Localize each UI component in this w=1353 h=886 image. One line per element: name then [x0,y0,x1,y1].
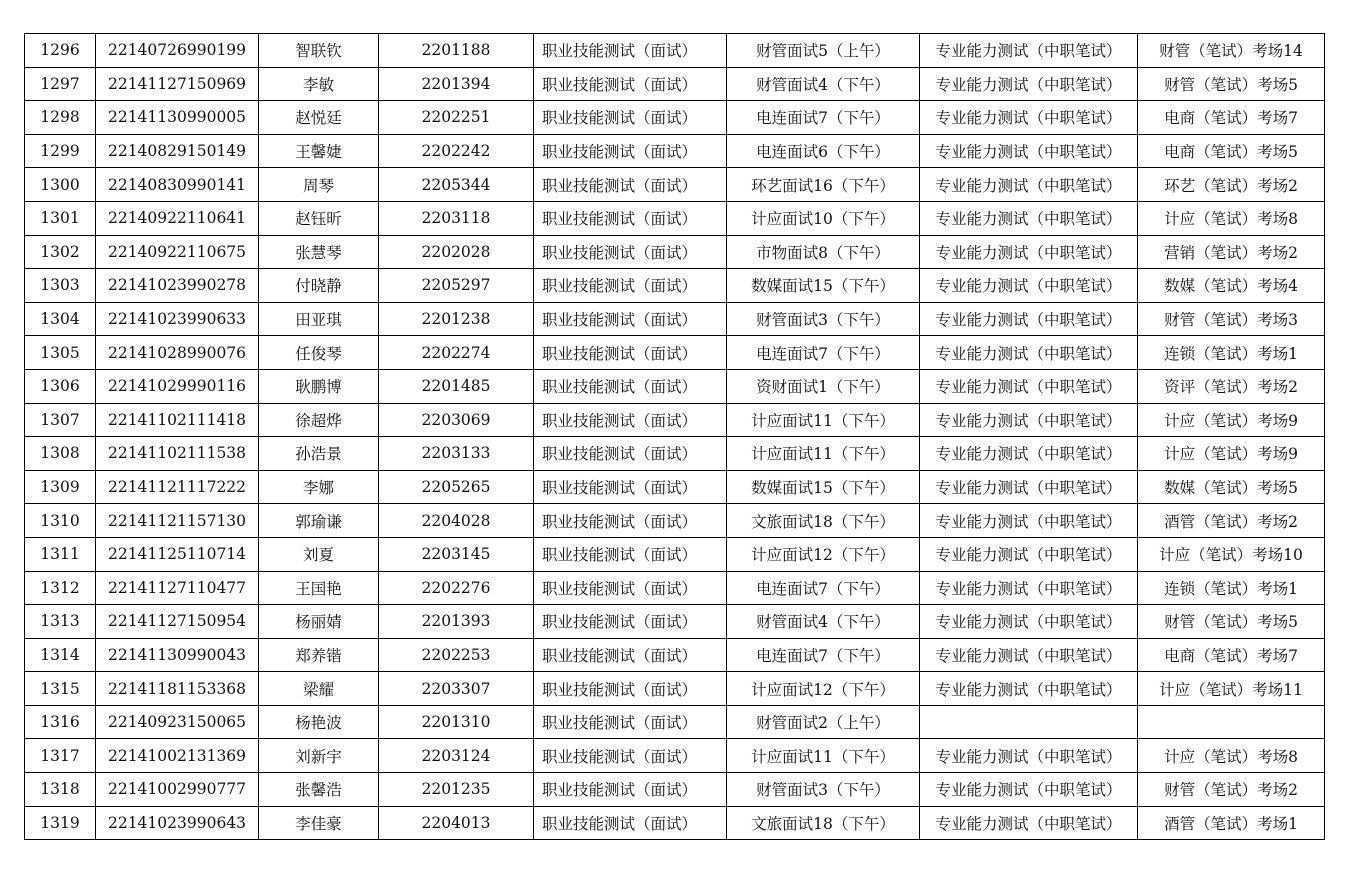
test2-room-cell: 酒管（笔试）考场2 [1138,504,1325,538]
test1-session-cell: 财管面试3（下午） [727,302,920,336]
exam-number-cell: 2203307 [379,672,534,706]
test1-session-cell: 财管面试5（上午） [727,34,920,68]
exam-number-cell: 2203133 [379,437,534,471]
test1-type-cell: 职业技能测试（面试） [534,470,727,504]
test1-session-cell: 文旅面试18（下午） [727,504,920,538]
test2-room-cell: 资评（笔试）考场2 [1138,369,1325,403]
name-cell: 李娜 [259,470,379,504]
table-row [25,168,1325,202]
name-cell: 杨艳波 [259,705,379,739]
seq-cell: 1313 [25,605,96,639]
test2-type-cell: 专业能力测试（中职笔试） [920,302,1138,336]
candidate-id-cell: 22141102111538 [96,437,259,471]
exam-number-cell: 2204028 [379,504,534,538]
seq-cell: 1307 [25,403,96,437]
exam-number-cell: 2203124 [379,739,534,773]
test2-room-cell: 营销（笔试）考场2 [1138,235,1325,269]
exam-number-cell: 2202242 [379,134,534,168]
test2-type-cell: 专业能力测试（中职笔试） [920,403,1138,437]
exam-number-cell: 2201394 [379,67,534,101]
test2-type-cell: 专业能力测试（中职笔试） [920,504,1138,538]
test2-type-cell: 专业能力测试（中职笔试） [920,672,1138,706]
test2-room-cell: 财管（笔试）考场3 [1138,302,1325,336]
seq-cell: 1301 [25,201,96,235]
test1-session-cell: 计应面试12（下午） [727,672,920,706]
test1-session-cell: 计应面试12（下午） [727,537,920,571]
exam-number-cell: 2202251 [379,101,534,135]
table-row [25,134,1325,168]
name-cell: 智联钦 [259,34,379,68]
name-cell: 李敏 [259,67,379,101]
test1-session-cell: 财管面试2（上午） [727,705,920,739]
test1-session-cell: 电连面试7（下午） [727,638,920,672]
test2-type-cell: 专业能力测试（中职笔试） [920,34,1138,68]
name-cell: 王馨婕 [259,134,379,168]
test2-type-cell: 专业能力测试（中职笔试） [920,638,1138,672]
test2-type-cell: 专业能力测试（中职笔试） [920,168,1138,202]
candidate-id-cell: 22141002990777 [96,773,259,807]
candidate-id-cell: 22140830990141 [96,168,259,202]
test2-room-cell: 连锁（笔试）考场1 [1138,336,1325,370]
test2-type-cell: 专业能力测试（中职笔试） [920,739,1138,773]
test2-room-cell: 财管（笔试）考场5 [1138,67,1325,101]
exam-number-cell: 2202028 [379,235,534,269]
seq-cell: 1314 [25,638,96,672]
candidate-id-cell: 22141028990076 [96,336,259,370]
seq-cell: 1309 [25,470,96,504]
test1-session-cell: 市物面试8（下午） [727,235,920,269]
seq-cell: 1315 [25,672,96,706]
table-row [25,773,1325,807]
exam-number-cell: 2203118 [379,201,534,235]
candidate-id-cell: 22140922110641 [96,201,259,235]
test2-room-cell: 连锁（笔试）考场1 [1138,571,1325,605]
table-row [25,806,1325,840]
test1-type-cell: 职业技能测试（面试） [534,403,727,437]
candidate-id-cell: 22140922110675 [96,235,259,269]
seq-cell: 1308 [25,437,96,471]
candidate-id-cell: 22141121117222 [96,470,259,504]
table-row [25,302,1325,336]
exam-number-cell: 2202276 [379,571,534,605]
table-row [25,34,1325,68]
exam-number-cell: 2201235 [379,773,534,807]
table-row [25,470,1325,504]
candidate-id-cell: 22141102111418 [96,403,259,437]
test2-type-cell: 专业能力测试（中职笔试） [920,134,1138,168]
test2-room-cell: 计应（笔试）考场8 [1138,739,1325,773]
candidate-id-cell: 22140829150149 [96,134,259,168]
test2-type-cell: 专业能力测试（中职笔试） [920,101,1138,135]
test1-session-cell: 计应面试10（下午） [727,201,920,235]
name-cell: 张馨浩 [259,773,379,807]
candidate-id-cell: 22141023990633 [96,302,259,336]
test1-type-cell: 职业技能测试（面试） [534,806,727,840]
test2-room-cell: 环艺（笔试）考场2 [1138,168,1325,202]
test2-room-cell: 数媒（笔试）考场5 [1138,470,1325,504]
candidate-id-cell: 22141181153368 [96,672,259,706]
test1-session-cell: 电连面试7（下午） [727,101,920,135]
table-row [25,101,1325,135]
table-row [25,403,1325,437]
exam-number-cell: 2205297 [379,269,534,303]
seq-cell: 1318 [25,773,96,807]
test2-room-cell: 财管（笔试）考场14 [1138,34,1325,68]
test1-session-cell: 计应面试11（下午） [727,739,920,773]
test1-type-cell: 职业技能测试（面试） [534,168,727,202]
name-cell: 周琴 [259,168,379,202]
name-cell: 赵钰昕 [259,201,379,235]
exam-number-cell: 2203145 [379,537,534,571]
test2-room-cell: 财管（笔试）考场5 [1138,605,1325,639]
table-row [25,537,1325,571]
candidate-id-cell: 22141127150954 [96,605,259,639]
test1-type-cell: 职业技能测试（面试） [534,571,727,605]
exam-number-cell: 2201310 [379,705,534,739]
table-row [25,201,1325,235]
seq-cell: 1297 [25,67,96,101]
test2-room-cell: 电商（笔试）考场7 [1138,638,1325,672]
table-row [25,67,1325,101]
candidate-id-cell: 22141130990005 [96,101,259,135]
test1-session-cell: 计应面试11（下午） [727,403,920,437]
test2-room-cell [1138,705,1325,739]
test2-type-cell: 专业能力测试（中职笔试） [920,235,1138,269]
test2-room-cell: 计应（笔试）考场9 [1138,403,1325,437]
name-cell: 付晓静 [259,269,379,303]
test1-session-cell: 财管面试4（下午） [727,605,920,639]
seq-cell: 1317 [25,739,96,773]
exam-number-cell: 2205344 [379,168,534,202]
candidate-id-cell: 22141023990278 [96,269,259,303]
test1-type-cell: 职业技能测试（面试） [534,504,727,538]
name-cell: 张慧琴 [259,235,379,269]
name-cell: 孙浩景 [259,437,379,471]
test2-type-cell: 专业能力测试（中职笔试） [920,336,1138,370]
exam-number-cell: 2205265 [379,470,534,504]
test1-type-cell: 职业技能测试（面试） [534,101,727,135]
test1-type-cell: 职业技能测试（面试） [534,235,727,269]
test1-type-cell: 职业技能测试（面试） [534,605,727,639]
seq-cell: 1300 [25,168,96,202]
name-cell: 刘夏 [259,537,379,571]
table-row [25,235,1325,269]
exam-number-cell: 2204013 [379,806,534,840]
test2-type-cell: 专业能力测试（中职笔试） [920,537,1138,571]
test2-room-cell: 财管（笔试）考场2 [1138,773,1325,807]
test2-type-cell: 专业能力测试（中职笔试） [920,470,1138,504]
test1-type-cell: 职业技能测试（面试） [534,537,727,571]
test1-session-cell: 财管面试4（下午） [727,67,920,101]
name-cell: 王国艳 [259,571,379,605]
name-cell: 任俊琴 [259,336,379,370]
name-cell: 杨丽婧 [259,605,379,639]
test1-session-cell: 文旅面试18（下午） [727,806,920,840]
table-row [25,705,1325,739]
test1-type-cell: 职业技能测试（面试） [534,369,727,403]
test1-type-cell: 职业技能测试（面试） [534,773,727,807]
seq-cell: 1299 [25,134,96,168]
test2-room-cell: 计应（笔试）考场9 [1138,437,1325,471]
test2-type-cell: 专业能力测试（中职笔试） [920,571,1138,605]
test2-type-cell: 专业能力测试（中职笔试） [920,437,1138,471]
candidate-id-cell: 22140923150065 [96,705,259,739]
exam-number-cell: 2201238 [379,302,534,336]
candidate-id-cell: 22140726990199 [96,34,259,68]
test1-type-cell: 职业技能测试（面试） [534,336,727,370]
table-row [25,336,1325,370]
table-row [25,605,1325,639]
candidate-id-cell: 22141130990043 [96,638,259,672]
test1-type-cell: 职业技能测试（面试） [534,672,727,706]
exam-number-cell: 2201393 [379,605,534,639]
test2-type-cell: 专业能力测试（中职笔试） [920,605,1138,639]
exam-number-cell: 2202253 [379,638,534,672]
test2-room-cell: 计应（笔试）考场11 [1138,672,1325,706]
candidate-id-cell: 22141029990116 [96,369,259,403]
test1-session-cell: 计应面试11（下午） [727,437,920,471]
table-body [25,34,1325,840]
seq-cell: 1303 [25,269,96,303]
test1-type-cell: 职业技能测试（面试） [534,34,727,68]
test2-type-cell: 专业能力测试（中职笔试） [920,806,1138,840]
schedule-table [24,33,1325,840]
test1-session-cell: 财管面试3（下午） [727,773,920,807]
test2-type-cell [920,705,1138,739]
seq-cell: 1304 [25,302,96,336]
test2-room-cell: 酒管（笔试）考场1 [1138,806,1325,840]
test1-session-cell: 电连面试6（下午） [727,134,920,168]
name-cell: 梁耀 [259,672,379,706]
seq-cell: 1319 [25,806,96,840]
test1-type-cell: 职业技能测试（面试） [534,739,727,773]
name-cell: 赵悦廷 [259,101,379,135]
test1-session-cell: 环艺面试16（下午） [727,168,920,202]
seq-cell: 1310 [25,504,96,538]
test2-room-cell: 电商（笔试）考场7 [1138,101,1325,135]
seq-cell: 1316 [25,705,96,739]
name-cell: 郑养锴 [259,638,379,672]
test1-type-cell: 职业技能测试（面试） [534,638,727,672]
name-cell: 田亚琪 [259,302,379,336]
exam-number-cell: 2201188 [379,34,534,68]
test1-type-cell: 职业技能测试（面试） [534,302,727,336]
candidate-id-cell: 22141121157130 [96,504,259,538]
candidate-id-cell: 22141002131369 [96,739,259,773]
name-cell: 耿鹏博 [259,369,379,403]
seq-cell: 1296 [25,34,96,68]
test1-session-cell: 资财面试1（下午） [727,369,920,403]
test2-type-cell: 专业能力测试（中职笔试） [920,269,1138,303]
name-cell: 郭瑜谦 [259,504,379,538]
table-row [25,571,1325,605]
test1-type-cell: 职业技能测试（面试） [534,201,727,235]
table-row [25,672,1325,706]
table-row [25,638,1325,672]
seq-cell: 1311 [25,537,96,571]
test2-type-cell: 专业能力测试（中职笔试） [920,773,1138,807]
seq-cell: 1302 [25,235,96,269]
test1-session-cell: 电连面试7（下午） [727,336,920,370]
seq-cell: 1305 [25,336,96,370]
test1-session-cell: 数媒面试15（下午） [727,470,920,504]
seq-cell: 1312 [25,571,96,605]
table-row [25,269,1325,303]
candidate-id-cell: 22141127110477 [96,571,259,605]
test1-type-cell: 职业技能测试（面试） [534,269,727,303]
test2-room-cell: 计应（笔试）考场10 [1138,537,1325,571]
test1-type-cell: 职业技能测试（面试） [534,705,727,739]
test2-room-cell: 数媒（笔试）考场4 [1138,269,1325,303]
name-cell: 刘新宇 [259,739,379,773]
test2-room-cell: 电商（笔试）考场5 [1138,134,1325,168]
table-row [25,369,1325,403]
name-cell: 徐超烨 [259,403,379,437]
test1-session-cell: 数媒面试15（下午） [727,269,920,303]
exam-number-cell: 2202274 [379,336,534,370]
test1-type-cell: 职业技能测试（面试） [534,67,727,101]
candidate-id-cell: 22141023990643 [96,806,259,840]
table-row [25,739,1325,773]
test1-session-cell: 电连面试7（下午） [727,571,920,605]
exam-number-cell: 2203069 [379,403,534,437]
table-row [25,437,1325,471]
seq-cell: 1306 [25,369,96,403]
test1-type-cell: 职业技能测试（面试） [534,134,727,168]
test2-type-cell: 专业能力测试（中职笔试） [920,369,1138,403]
test2-type-cell: 专业能力测试（中职笔试） [920,201,1138,235]
candidate-id-cell: 22141125110714 [96,537,259,571]
test1-type-cell: 职业技能测试（面试） [534,437,727,471]
candidate-id-cell: 22141127150969 [96,67,259,101]
seq-cell: 1298 [25,101,96,135]
test2-type-cell: 专业能力测试（中职笔试） [920,67,1138,101]
test2-room-cell: 计应（笔试）考场8 [1138,201,1325,235]
table-row [25,504,1325,538]
exam-number-cell: 2201485 [379,369,534,403]
name-cell: 李佳豪 [259,806,379,840]
